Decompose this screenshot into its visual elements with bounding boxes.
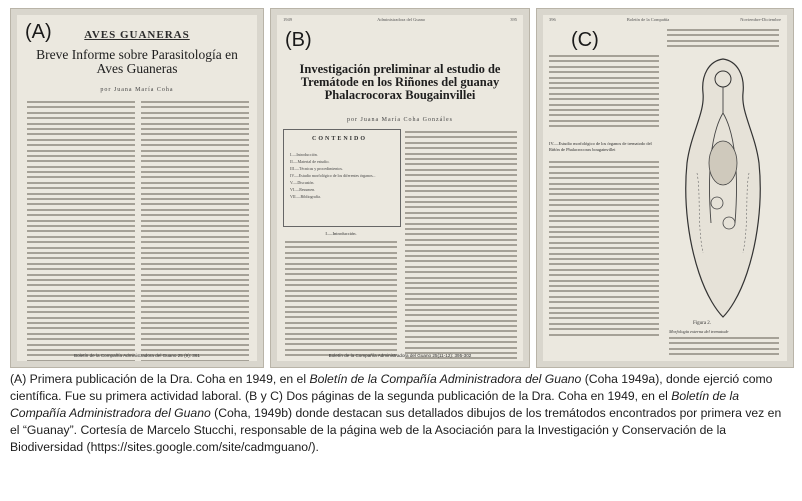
panel-a-footer: Boletín de la Compañía Administradora del Guano 25 (9): 361 <box>74 353 200 358</box>
toc-item: III.—Técnicas y procedimientos. <box>290 166 343 171</box>
panel-c-section-heading: IV.—Estudio morfológico de los órganos de trematodo del Riñón de Phalacrocorax bougainvillei <box>549 141 652 152</box>
panel-c-header-left: 396 <box>549 17 556 22</box>
panel-b-footer: Boletín de la Compañía Administradora del Guano 25(11-12): 395-302 <box>328 353 472 358</box>
panel-c-page <box>543 15 787 361</box>
panel-b-header-center: Administradora del Guano <box>377 17 426 22</box>
panel-b-contents-heading: CONTENIDO <box>312 136 368 142</box>
panel-b-column-left <box>285 241 397 360</box>
panel-c-header-right: Noviembre-Diciembre <box>740 17 781 22</box>
panel-b-running-header <box>283 17 517 22</box>
figure-caption <box>10 371 794 456</box>
panel-a-section: AVES GUANERAS <box>84 29 190 41</box>
caption-journal-1: Boletín de la Compañía Administradora del Guano <box>309 372 582 386</box>
panel-b-column-right <box>405 131 517 361</box>
panel-b-title: Investigación preliminar al estudio de Tremátode en los Riñones del guanay Phalacrocorax Bougainvillei <box>299 62 501 103</box>
caption-text-2: (Coha 1949a), donde ejerció como científica. Fue su primera actividad laboral. (B y C) Dos páginas de la segunda publicación de la Dra. Coha en 1949, en el <box>10 372 773 403</box>
panel-c-column-right-top <box>667 29 779 51</box>
panel-a-label: (A) <box>25 21 52 43</box>
panel-a-page-image <box>10 8 264 368</box>
panel-c-column-right-bottom <box>669 337 779 359</box>
panel-c-running-header <box>549 17 781 22</box>
toc-item: V.—Discusión. <box>290 180 315 185</box>
caption-text-3: (Coha, 1949b) donde destacan sus detallados dibujos de los tremátodos encontrados por primera vez en el “Guanay”. Cortesía de Marcelo Stucchi, responsable de la página web de la Asociación para la Investigación y Conservación de la Biodiversidad (https://sites.google.com/site/cadmguano/). <box>10 406 782 454</box>
caption-journal-2: Boletín de la Compañía Administradora del Guano <box>10 389 739 420</box>
panel-a-page <box>17 15 257 361</box>
panel-b-contents-list <box>290 152 376 201</box>
panel-c-label: (C) <box>571 29 599 51</box>
toc-item: IV.—Estudio morfológico de los diferentes órganos... <box>290 173 376 178</box>
panel-b-section-heading: I.—Introducción. <box>325 231 357 236</box>
panel-c-page-image <box>536 8 794 368</box>
panel-a-column-right <box>141 101 249 361</box>
panel-a-column-left <box>27 101 135 361</box>
toc-item: VII.—Bibliografía. <box>290 194 321 199</box>
panel-b-author: por Juana María Coha Gonzáles <box>347 117 453 123</box>
panel-c-figure-caption: Figura 2. <box>693 321 712 326</box>
panel-b-label: (B) <box>285 29 312 51</box>
panel-b-header-left: 1949 <box>283 17 292 22</box>
panel-b-page-image <box>270 8 530 368</box>
panel-c-column-left-top <box>549 55 659 130</box>
panel-b-contents-box <box>283 129 401 227</box>
panel-b-header-right: 395 <box>510 17 517 22</box>
toc-item: VI.—Resumen. <box>290 187 316 192</box>
panel-b-page <box>277 15 523 361</box>
panel-c-header-center: Boletín de la Compañía <box>626 17 670 22</box>
panel-a-title: Breve Informe sobre Parasitología en Aves Guaneras <box>36 47 238 77</box>
caption-text-1: (A) Primera publicación de la Dra. Coha en 1949, en el <box>10 372 310 386</box>
trematode-drawing <box>667 53 779 323</box>
toc-item: II.—Material de estudio. <box>290 159 330 164</box>
panel-a-author: por Juana María Coha <box>100 87 174 93</box>
toc-item: I.—Introducción. <box>290 152 318 157</box>
panel-c-figure-subcaption: Morfología externa del trematode <box>669 329 729 334</box>
panel-c-column-left-bottom <box>549 161 659 339</box>
